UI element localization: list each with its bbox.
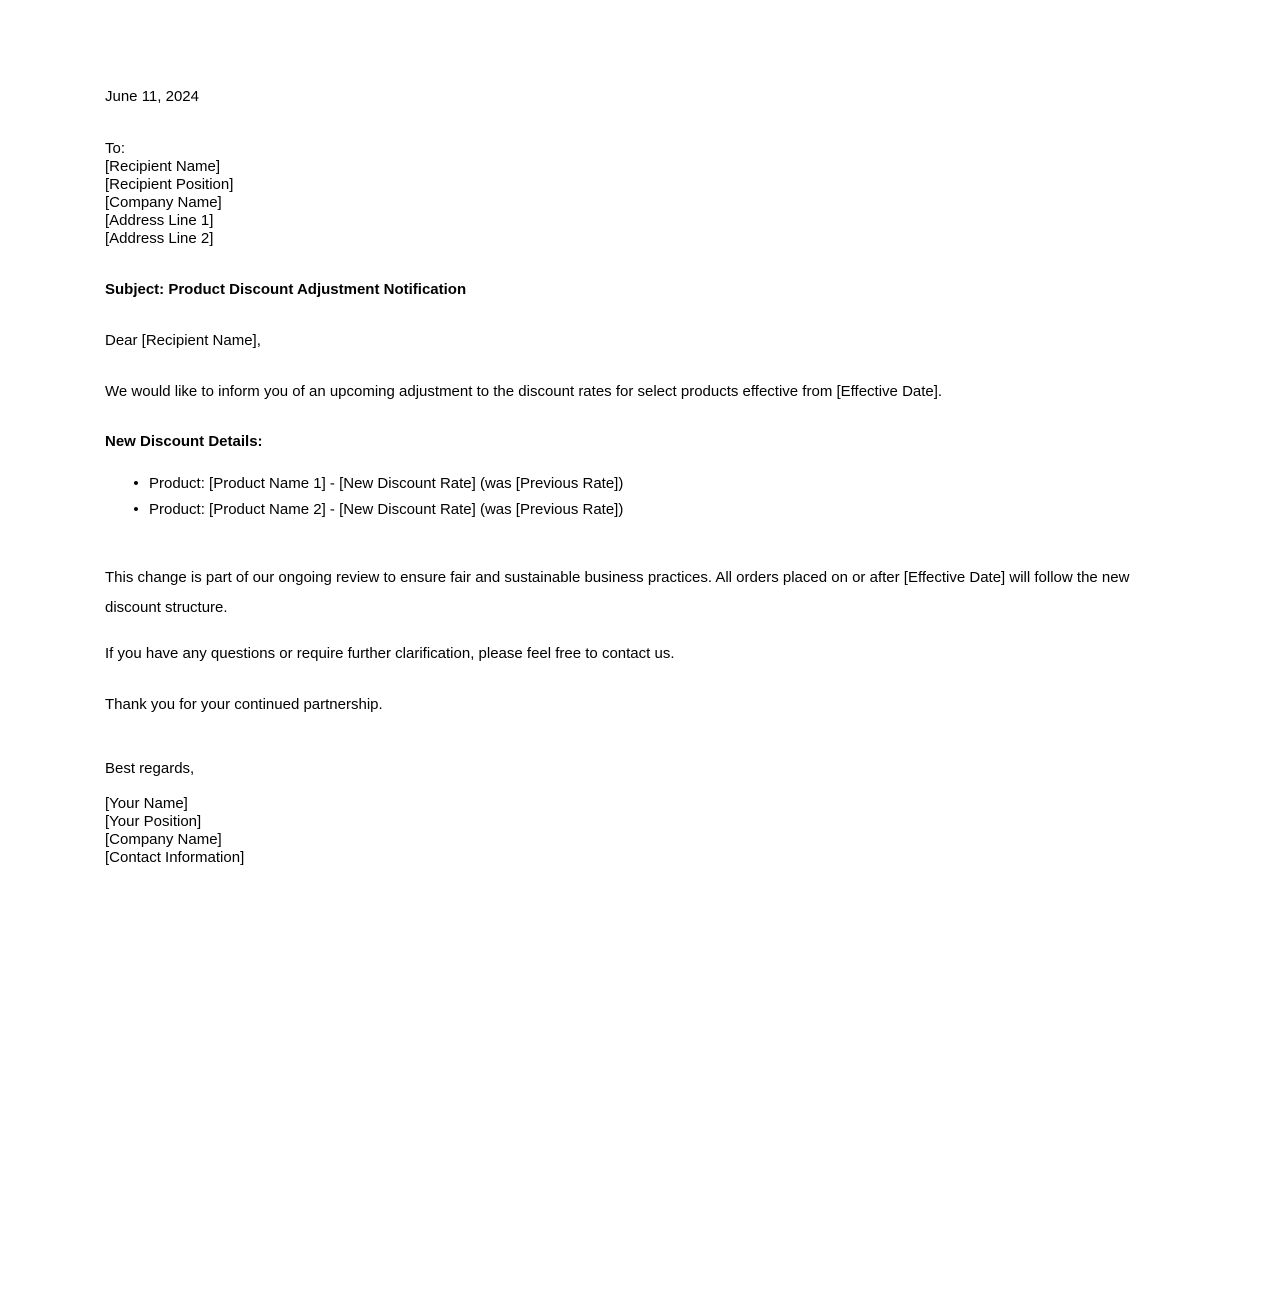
- bullet-icon: •: [133, 475, 139, 492]
- recipient-address-block: [105, 140, 1170, 248]
- sender-company-line: [Company Name]: [105, 831, 222, 848]
- sender-name-line: [Your Name]: [105, 795, 188, 812]
- discount-details-list: [105, 475, 1170, 519]
- recipient-address-line-1: [Address Line 1]: [105, 212, 214, 229]
- new-discount-details-heading: New Discount Details:: [105, 433, 263, 450]
- signoff-line: Best regards,: [105, 760, 195, 777]
- signature-block: [105, 795, 1170, 867]
- list-item: [133, 501, 1170, 519]
- subject-line: Subject: Product Discount Adjustment Notification: [105, 281, 467, 298]
- policy-change-paragraph: This change is part of our ongoing review to ensure fair and sustainable business practices. All orders placed on or after [Effective Date] will follow the new discount structure.: [105, 569, 1130, 616]
- sender-position-line: [Your Position]: [105, 813, 202, 830]
- recipient-to-label: To:: [105, 140, 126, 157]
- intro-paragraph: We would like to inform you of an upcoming adjustment to the discount rates for select products effective from [Effective Date].: [105, 383, 943, 400]
- recipient-name-line: [Recipient Name]: [105, 158, 221, 175]
- discount-item-text: Product: [Product Name 1] - [New Discount Rate] (was [Previous Rate]): [149, 475, 624, 492]
- thanks-paragraph: Thank you for your continued partnership.: [105, 696, 383, 713]
- contact-invitation-paragraph: If you have any questions or require further clarification, please feel free to contact us.: [105, 645, 675, 662]
- discount-item-text: Product: [Product Name 2] - [New Discount Rate] (was [Previous Rate]): [149, 501, 624, 518]
- recipient-address-line-2: [Address Line 2]: [105, 230, 214, 247]
- salutation: Dear [Recipient Name],: [105, 332, 261, 349]
- list-item: [133, 475, 1170, 493]
- recipient-company-line: [Company Name]: [105, 194, 222, 211]
- document-body: [105, 88, 1170, 867]
- recipient-position-line: [Recipient Position]: [105, 176, 234, 193]
- sender-contact-line: [Contact Information]: [105, 849, 245, 866]
- bullet-icon: •: [133, 501, 139, 518]
- letter-date: June 11, 2024: [105, 88, 199, 105]
